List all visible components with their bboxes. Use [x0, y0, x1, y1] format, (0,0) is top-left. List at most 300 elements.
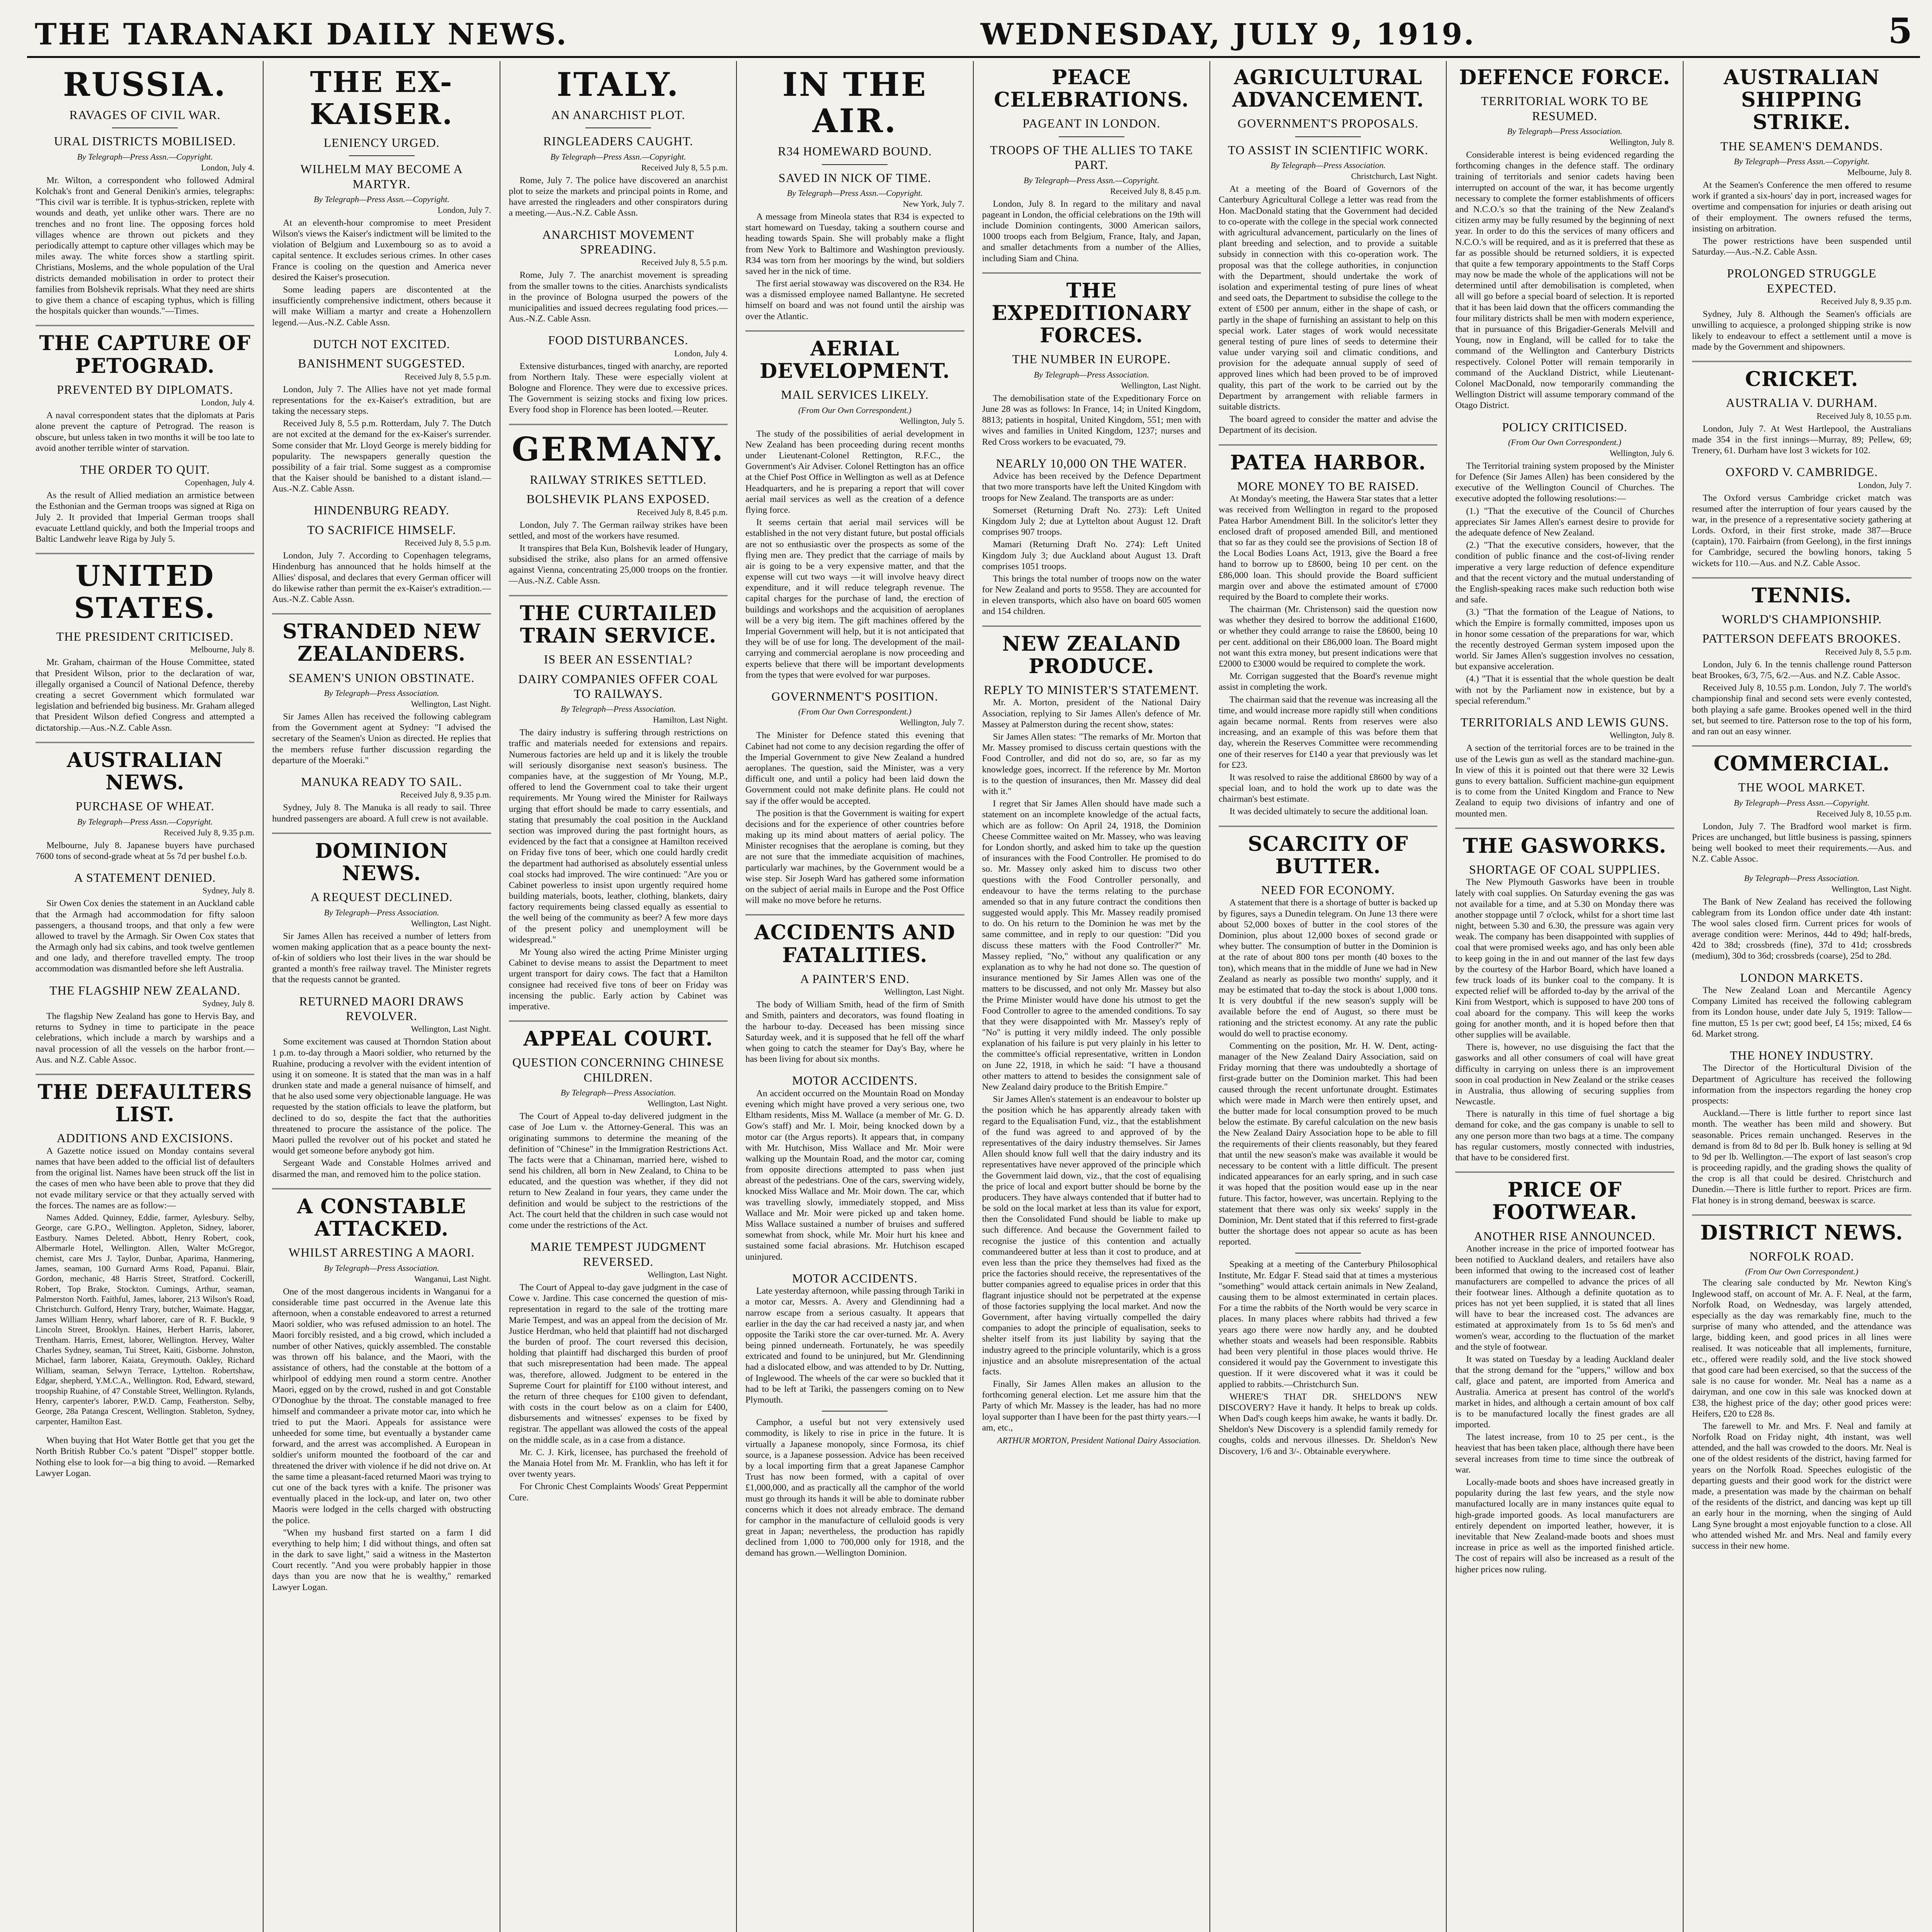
byline: By Telegraph—Press Assn.—Copyright.: [787, 188, 923, 198]
article-italy: [509, 66, 728, 219]
article-dominion-news: [272, 840, 491, 985]
subhead: MANUKA READY TO SAIL.: [301, 774, 462, 789]
subhead: PAGEANT IN LONDON.: [1022, 116, 1161, 131]
article-body: It seems certain that aerial mail services will be established in the not very distant future, but postal officials are not so enthusiastic over the prospects as some of the flying men are. They predict that the carriage of mails by air is going to be a very expensive matter, and that the expense will cut two ways —it will involve heavy direct expenditure, and it will reduce telegraph revenue. The capital charges for the purchase of land, the erection of buildings and workshops and the acquisition of aeroplanes will be a very big item. The gift machines offered by the Imperial Government will help, but it is not anticipated that they will be of use for long. The development of the mail-carrying and commercial aeroplane is now proceeding and experts believe that there will be important developments from the types that were evolved for war purposes.: [745, 517, 964, 680]
article-body: When buying that Hot Water Bottle get that you get the North British Rubber Co.'s patent "Dispel" stopper bottle. Nothing else to look for—a big thing to avoid. —Remarked Lawyer Logan.: [36, 1435, 255, 1478]
article-curtailed-train: [509, 602, 728, 1012]
article-body: Considerable interest is being evidenced regarding the forthcoming changes in the defence staff. The ordinary training of territorials and senior cadets having been interrupted on account of the war, it has become urgently necessary to complete the former establishments of officers and N.C.O.'s so that the training of the New Zealand's citizen army may be fully resumed by the beginning of next year. In order to do this the services of many officers and N.C.O.'s will be required, and as it is preferred that these as far as possible should be returned soldiers, it is expected that quite a few temporary appointments to the Staff Corps may now be made the whole of the applications will not be determined until after demobilisation is completed, when all will go before a special board of selection. It is reported that it has been laid down that the officers commanding the four military districts shall be men with modern experience, that in pursuance of this Brigadier-Generals Melvill and Young, now in England, will be called for to take the command of the Wellington and Canterbury Districts respectively. Colonel Potter will remain temporarily in command of the Auckland District, while Lieutenant-Colonel MacDonald, now temporarily commanding the Wellington District will assume temporary command of the Otago District.: [1455, 150, 1674, 411]
article-body: The clearing sale conducted by Mr. Newton King's Inglewood staff, on account of Mr. A. F. Neal, at the farm, Norfolk Road, on Wednesday, was largely attended, especially as the day was remarkably fine, much to the surprise of many who attended, and the attendance was large, bidding keen, and good prices in all lines were realised. It was noticeable that all implements, furniture, etc., offered were readily sold, and the live stock showed that good care had been exercised, so that the success of the sale is no cause for wonder. Mr. Neal has a name as a dairyman, and one cow in this sale was knocked down at £38, the highest price of the day; other good prices were: Heifers, £20 to £28 8s.: [1692, 1278, 1912, 1419]
article-body: The dairy industry is suffering through restrictions on traffic and materials needed for extensions and repairs. Numerous factories are held up and it is likely the trouble will seriously disorganise next season's business. The companies have, at the suggestion of Mr Young, M.P., offered to lend the Government coal to take their urgent requirements. Mr Young wired the Minister for Railways urging that effort should be made to carry essentials, and stating that presumably the coal position in the Auckland section was improved during the past fortnight hours, as evidenced by the fact that a consignee at Hamilton received on Friday five tons of beer, which one could hardly credit the department had authorised as absolutely essential unless coal stocks had improved. The wire continued: "Are you or Cabinet powerless to insist upon urgently required home building materials, boots, leather, clothing, blankets, dairy factory requirements being classed equally as essential to the well being of the community as beer? A few more days of the present policy and unemployment will be widespread.": [509, 728, 728, 945]
headline: AUSTRALIAN NEWS.: [67, 748, 223, 794]
subhead: WORLD'S CHAMPIONSHIP.: [1721, 612, 1882, 626]
article-body: Received July 8, 5.5 p.m. Rotterdam, July 7. The Dutch are not excited at the demand for the ex-Kaiser's surrender. Some consider that Mr. Lloyd George is merely bidding for popularity. The newspapers generally question the possibility of a fair trial. Some suggest as a compromise that the Kaiser should be banished to a distant island.—Aus.-N.Z. Cable Assn.: [272, 418, 491, 494]
rule: [1295, 136, 1361, 137]
byline: (From Our Own Correspondent.): [1745, 1267, 1859, 1277]
dateline: Sydney, July 8.: [202, 886, 255, 896]
dateline: Melbourne, July 8.: [190, 645, 255, 655]
article-body: The power restrictions have been suspended until Saturday.—Aus.-N.Z. Cable Assn.: [1692, 236, 1912, 257]
article-body: London, July 7. According to Copenhagen telegrams, Hindenburg has announced that he holds himself at the Allies' disposal, and declares that every German officer will do likewise rather than permit the ex-Kaiser's extradition.—Aus.-N.Z. Cable Assn.: [272, 551, 491, 604]
subhead: THE WOOL MARKET.: [1738, 780, 1866, 794]
subhead: URAL DISTRICTS MOBILISED.: [54, 134, 236, 148]
rule: [822, 164, 888, 165]
article-london-markets: [1692, 970, 1912, 1039]
article-body: The New Plymouth Gasworks have been in trouble lately with coal supplies. On Saturday evening the gas was not available for a time, and at 5.30 on Monday there was another stoppage until 7 o'clock, whilst for a short time last night, between 5.30 and 6.30, the pressure was again very weak. The company has been disappointed with supplies of coal that were promised weeks ago, and has only been able to keep going in the in and out manner of the last few days by the courtesy of the Harbor Board, which have loaned a few truck loads of its bunker coal to the company. It is expected relief will be afforded to-day by the arrival of the Kini from Westport, which is supposed to have 200 tons of coal aboard for the company. This will keep the works going for another month, and it is hoped before then that other supplies will be available.: [1455, 877, 1674, 1040]
subhead: A REQUEST DECLINED.: [310, 890, 453, 904]
article-body: Sydney, July 8. Although the Seamen's officials are unwilling to acquiesce, a prolonged shipping strike is now likely to endeavour to effect a settlement until a move is made by the Government and shipowners.: [1692, 309, 1912, 352]
article-body: Commenting on the position, Mr. H. W. Dent, acting-manager of the New Zealand Dairy Association, said on Friday morning that there was undoubtedly a shortage of first-grade butter on the Dominion market. This had been caused through the recent unfortunate drought. Estimates which were made in March were then entirely upset, and the butter made for local consumption proved to be much below the estimate. By careful calculation on the new basis the New Zealand Dairy Association hope to be able to fill the requirements of their clients reasonably, but they feared that until the new season's make was available it would be necessary to be content with a little difficult. The present indicated appearances for an early spring, and in such case it was hoped that the position would ease up in the near future. This factor, however, was uncertain. Replying to the statement that there was only six weeks' supply in the Dominion, Mr. Dent stated that if this referred to first-grade butter the shortage does not appear so acute as has been reported.: [1218, 1041, 1438, 1247]
column-4: [737, 61, 973, 1932]
headline: UNITED STATES.: [74, 560, 216, 625]
subhead: MAIL SERVICES LIKELY.: [781, 388, 929, 402]
dateline: Wanganui, Last Night.: [414, 1274, 491, 1284]
column-6: [1210, 61, 1447, 1932]
byline: By Telegraph—Press Assn.—Copyright.: [1734, 156, 1870, 167]
dateline: London, July 4.: [201, 398, 255, 408]
headline: THE CAPTURE OF PETOGRAD.: [39, 332, 251, 378]
article-body: Advice has been received by the Defence Department that two more transports have left the United Kingdom with troops for New Zealand. The transports are as under:: [982, 471, 1201, 503]
article-body: It was stated on Tuesday by a leading Auckland dealer that the strong demand for the "uppers," willow and box calf, glace and patent, are imported from America and Australia. America at present has control of the world's market in hides, and although a certain amount of box calf is to be manufactured locally the finest grades are all imported.: [1455, 1354, 1674, 1430]
subhead: SEAMEN'S UNION OBSTINATE.: [288, 670, 475, 685]
dateline: London, July 4.: [674, 348, 728, 358]
subhead: RAILWAY STRIKES SETTLED.: [530, 472, 707, 486]
headline: NEW ZEALAND PRODUCE.: [1002, 632, 1181, 678]
headline: AGRICULTURAL ADVANCEMENT.: [1232, 66, 1424, 112]
article-body: Some leading papers are discontented at the insufficiently comprehensive indictment, others because it will make William a martyr and create a Hohenzollern legend.—Aus.-N.Z. Cable Assn.: [272, 285, 491, 328]
article-body: The first aerial stowaway was discovered on the R34. He was a dismissed employee named Ballantyne. He secreted himself on board and was not found until the airship was over the Atlantic.: [745, 279, 964, 321]
dateline: Wellington, Last Night.: [884, 987, 964, 997]
article-body: It was decided ultimately to secure the additional loan.: [1229, 806, 1428, 817]
article-body: One of the most dangerous incidents in Wanganui for a considerable time past occurred in the Avenue late this afternoon, when a constable endeavored to arrest a returned Maori soldier, who was refused admission to an hotel. The Maori forcibly resisted, and a big crowd, which included a number of other Natives, quickly assembled. The constable was thrown off his balance, and the Maori, with the assistance of others, had the constable at the bottom of a whirlpool of eddying men round a storm centre. Another Maori, egged on by the crowd, rushed in and got Constable O'Donoghue by the throat. The constable managed to free himself and commandeer a private motor car, into which he tried to put the Maori. Appeals for assistance were unheeded for some time, but eventually a bystander came forward, and the arrest was accomplished. A European in soldier's uniform mounted the footboard of the car and threatened the driver with violence if he did not drive on. At the same time a pleasant-faced returned Maori was trying to cut one of the back tyres with a knife. The prisoner was eventually placed in the lock-up, and later on, two other Maoris were lodged in the cells charged with obstructing the police.: [272, 1286, 491, 1526]
subhead: THE NUMBER IN EUROPE.: [1012, 352, 1171, 366]
article-body: Sydney, July 8. The Manuka is all ready to sail. Three hundred passengers are aboard. A full crew is not available.: [272, 803, 491, 824]
article-patea-harbor: [1219, 452, 1437, 817]
article-body: Mamari (Returning Draft No. 274): Left United Kingdom July 3; due Auckland about August 13. Draft comprises 1051 troops.: [982, 539, 1201, 571]
subhead: TERRITORIALS AND LEWIS GUNS.: [1460, 715, 1669, 730]
subhead: WHILST ARRESTING A MAORI.: [288, 1245, 475, 1260]
subhead: R34 HOMEWARD BOUND.: [778, 144, 932, 158]
article-body: A message from Mineola states that R34 is expected to start homeward on Tuesday, taking a southern course and heading towards Spain. She will probably make a flight from New York to Baltimore and Washington previously. R34 was torn from her moorings by the wind, but soldiers saved her in the nick of time.: [745, 211, 964, 276]
subhead: ANARCHIST MOVEMENT SPREADING.: [542, 227, 694, 256]
article-body: Sir James Allen states: "The remarks of Mr. Morton that Mr. Massey promised to discuss certain questions with the Food Controller, and did not do so, are, so far as my knowledge goes, incorrect. If the reference by Mr. Morton is to the question of insurances, then Mr. Massey did deal with it.": [982, 732, 1201, 796]
article-body: Sergeant Wade and Constable Holmes arrived and disarmed the man, and removed him to the police station.: [272, 1158, 491, 1179]
subhead: NORFOLK ROAD.: [1749, 1249, 1854, 1264]
byline: By Telegraph—Press Assn.—Copyright.: [77, 816, 213, 827]
article-body: At Monday's meeting, the Hawera Star states that a letter was received from Wellington in regard to the proposed Patea Harbor Amendment Bill. In the solicitor's letter they enclosed draft of proposed amended Bill, and mentioned that so far as they could see the provisions of Section 18 of the Local Bodies Loans Act, 1913, give the Board a free hand to borrow up to £8600, being 10 per cent. on the £86,000 loan. This should provide the Board sufficient margin over and above the estimated amount of £7000 required by the Board to complete their works.: [1218, 494, 1438, 602]
article-in-the-air: [745, 66, 964, 322]
dateline: Christchurch, Last Night.: [1351, 171, 1438, 181]
article-honey-industry: [1692, 1048, 1912, 1206]
article-body: The Court of Appeal to-day gave judgment in the case of Cowe v. Jardine. This case concerned the question of mis-representation in regard to the sale of the trotting mare Marie Tempest, and was an appeal from the decision of Mr. Justice Herdman, who held that plaintiff had not discharged the burden of proof. The court reversed this decision, holding that plaintiff had discharged this burden of proof that such misrepresentation had been made. The appeal was, therefore, allowed. Judgment to be entered in the Supreme Court for plaintiff for £100 without interest, and the return of three cheques for £100 given to defendant, with costs in the court below as on a claim for £400, disbursements and witnesses' expenses to be fixed by registrar. The appellant was allowed the costs of the appeal on the middle scale, as in a case from a distance.: [509, 1282, 728, 1445]
headline: THE DEFAULTERS LIST.: [37, 1080, 252, 1127]
article-manuka: [272, 774, 491, 824]
article-body: Mr. C. J. Kirk, licensee, has purchased the freehold of the Manaia Hotel from Mr. M. Franklin, who has left it for over twenty years.: [509, 1447, 728, 1480]
headline: STRANDED NEW ZEALANDERS.: [282, 620, 481, 666]
article-body: Late yesterday afternoon, while passing through Tariki in a motor car, Messrs. A. Avery and Glendinning had a narrow escape from a serious casualty. It appears that earlier in the day the car had received a nasty jar, and when opposite the Tariki store the car over-turned. Mr. A. Avery being pinned underneath. Fortunately, he was speedily extricated and found to be uninjured, but Mr. Glendinning had a dislocated elbow, and was attended to by Dr. Nutting, of Inglewood. The wheels of the car were so buckled that it had to be left at Tariki, the passengers coming on to New Plymouth.: [745, 1286, 964, 1405]
byline: By Telegraph—Press Association.: [1744, 873, 1859, 883]
article-body: It was resolved to raise the additional £8600 by way of a special loan, and to hold the work up to date was the chairman's best estimate.: [1218, 772, 1438, 804]
subhead: BOLSHEVIK PLANS EXPOSED.: [526, 492, 710, 506]
article-maori-revolver: [272, 994, 491, 1180]
article-body: Finally, Sir James Allen makes an allusion to the forthcoming general election. Let me assure him that the Party of which Mr. Massey is the leader, has had no more loyal supporter than I have been for the past thirty years.—I am, etc.,: [982, 1379, 1201, 1433]
dateline: Wellington, July 7.: [900, 718, 964, 728]
dateline: London, July 7.: [437, 205, 491, 215]
article-hindenburg: [272, 503, 491, 605]
headline: CRICKET.: [1745, 367, 1859, 391]
column-7: [1447, 61, 1683, 1932]
article-body: There is, however, no use disguising the fact that the gasworks and all other consumers of coal will have great difficulty in carrying on unless there is an improvement soon in coal production in New Zealand or the strike ceases in Australia, thus allowing of securing supplies from Newcastle.: [1455, 1042, 1674, 1107]
subhead: THE SEAMEN'S DEMANDS.: [1720, 139, 1883, 153]
article-food-disturbances: [509, 333, 728, 415]
article-body: (2.) "That the executive considers, however, that the condition of public finance and the cost-of-living render imperative a very large reduction of defence expenditure and that the recent victory and the mutual understanding of the English-speaking races make such reduction both wise and safe.: [1455, 540, 1674, 605]
column-1: [27, 61, 264, 1932]
subhead: MORE MONEY TO BE RAISED.: [1237, 479, 1419, 493]
dateline: Melbourne, July 8.: [1847, 167, 1912, 177]
article-body: "When my husband first started on a farm I did everything to help him; I did without things, and often sat in the dark to save light," said a witness in the Masterton Court recently. "And you were probably happier in those days than you are now that he is wealthy," remarked Lawyer Logan.: [272, 1527, 491, 1592]
headline: PEACE CELEBRATIONS.: [994, 66, 1189, 112]
article-body: An accident occurred on the Mountain Road on Monday evening which might have proved a very serious one, two Eltham residents, Miss M. Wallace (a member of Mr. G. D. Gow's staff) and Mr. I. Moir, being knocked down by a motor car (the Argus reports). It appears that, in company with Mr. Hutchison, Miss Wallace and Mr. Moir were walking up the Mountain Road, and the motor car, coming from opposite directions attempted to pass when just abreast of the pedestrians. One of the cars, swerving widely, knocked Miss Wallace and Mr. Moir down. The car, which was travelling slowly, immediately stopped, and Miss Wallace and Mr. Moir were picked up and taken home. Miss Wallace sustained a number of bruises and suffered somewhat from shock, while Mr. Moir hurt his knee and sustained some facial abrasions. Mr. Hutchison escaped uninjured.: [745, 1088, 964, 1262]
article-body: Melbourne, July 8. Japanese buyers have purchased 7600 tons of second-grade wheat at 5s 7d per bushel f.o.b.: [36, 840, 255, 861]
subhead: SHORTAGE OF COAL SUPPLIES.: [1469, 862, 1660, 876]
article-body: At the Seamen's Conference the men offered to resume work if granted a six-hours' day in port, increased wages for overtime and compensation for injuries or death arising out of their employment. The owners refused the terms, insisting on arbitration.: [1692, 180, 1912, 234]
headline: DOMINION NEWS.: [315, 839, 449, 885]
article-body: Mr. Wilton, a correspondent who followed Admiral Kolchak's front and General Denikin's armies, telegraphs: "This civil war is terrible. It is typhus-stricken, replete with wounds and death, yet unlike other wars. There are no trenches and no front line. The opposing forces hold villages whence are thrown out pickets and they periodically attempt to capture other villages which may be miles away. The white forces show a startling spirit. Christians, Moslems, and the whole population of the Ural districts demanded mobilisation in order to protect their families from Bolshevik reprisals. What they need are shirts to give them a chance of escaping typhus, which is filling the hospitals quicker than wounds."—Times.: [36, 175, 255, 316]
article-tennis: [1692, 585, 1912, 737]
subhead: QUESTION CONCERNING CHINESE CHILDREN.: [512, 1055, 724, 1084]
article-commercial: [1692, 753, 1912, 864]
byline: (From Our Own Correspondent.): [1508, 437, 1621, 447]
article-body: Sir James Allen has received a number of letters from women making application that as a peace bounty the next-of-kin of soldiers who lost their lives in the war should be granted a month's free railway travel. The Minister regrets that the requests cannot be granted.: [272, 931, 491, 985]
article-body: Extensive disturbances, tinged with anarchy, are reported from Northern Italy. These were especially violent at Bologne and Florence. They were due to excessive prices. The Government is seizing stocks and fixing low prices. Every food shop in Florence has been looted.—Reuter.: [509, 361, 728, 415]
masthead: [27, 10, 1920, 58]
subhead: THE HONEY INDUSTRY.: [1730, 1048, 1874, 1062]
article-body: The Minister for Defence stated this evening that Cabinet had not come to any decision regarding the offer of the Imperial Government to give New Zealand a hundred aeroplanes. The question, said the Minister, was a very difficult one, and until a policy had been laid down the Government could not make definite plans. He could not say if the offer would be accepted.: [745, 730, 964, 806]
article-body: The chairman (Mr. Christenson) said the question now was whether they desired to borrow the additional £1600, or whether they could arrange to raise the £8600, being 10 per cent. additional on their £86,000 loan. The Board might not want this extra money, but present indications were that £2000 to £3000 would be required to complete the work.: [1218, 604, 1438, 669]
newspaper-title: THE TARANAKI DAILY NEWS.: [35, 17, 568, 51]
subhead: GOVERNMENT'S POSITION.: [771, 689, 938, 703]
separator: [1692, 577, 1912, 578]
subhead: ANOTHER RISE ANNOUNCED.: [1474, 1229, 1656, 1243]
article-oxford-cambridge: [1692, 464, 1912, 569]
subhead: LONDON MARKETS.: [1740, 970, 1864, 985]
subhead: AUSTRALIA V. DURHAM.: [1726, 396, 1878, 410]
headline: ACCIDENTS AND FATALITIES.: [754, 921, 956, 967]
article-body: Sir James Allen has received the following cablegram from the Government agent at Sydney: "I advised the secretary of the Seamen's Union as directed. He replies that the members refuse further discussion regarding the departure of the Moeraki.": [272, 712, 491, 765]
article-australian-news: [36, 749, 254, 862]
article-scarcity-of-butter: [1219, 833, 1437, 1457]
subhead: TERRITORIAL WORK TO BE RESUMED.: [1481, 94, 1649, 123]
article-body: A statement that there is a shortage of butter is backed up by figures, says a Dunedin telegram. On June 13 there were about 52,000 boxes of butter in the cool stores of the Dominion, plus about 12,000 boxes of second grade or whey butter. The consumption of butter in the Dominion is at the rate of about 800 tons per month (40 boxes to the ton), which means that in the middle of June we had in New Zealand as nearly as possible two months' supply, and it may be estimated that to-day the stock is about 1,000 tons. It is very doubtful if the new season's supply will be available before the end of August, so there must be rationing and the strictest economy. At any rate the public would do well to practise economy.: [1218, 898, 1438, 1039]
article-policy-criticised: [1455, 420, 1674, 707]
headline: DISTRICT NEWS.: [1700, 1221, 1903, 1245]
headline: GERMANY.: [512, 430, 725, 468]
subhead: THE PRESIDENT CRITICISED.: [56, 629, 234, 643]
dateline: Wellington, Last Night.: [647, 1270, 728, 1280]
article-agricultural-advancement: [1219, 66, 1437, 436]
separator: [745, 330, 964, 332]
separator: [1692, 745, 1912, 747]
article-body: Mr. Graham, chairman of the House Committee, stated that President Wilson, prior to the declaration of war, illegally organised a Council of National Defence, thereby creating a secret Government which formulated war legislation and befriended big business. Mr. Graham alleged that President Wilson defied Congress and attempted a dictatorship.—Aus.-N.Z. Cable Assn.: [36, 657, 255, 733]
headline: RUSSIA.: [63, 65, 227, 104]
article-stranded-nzers: [272, 621, 491, 766]
article-body: Rome, July 7. The anarchist movement is spreading from the smaller towns to the cities. Anarchists syndicalists in the province of Bologna usurped the powers of the municipalities and issued decrees regulating food prices.—Aus.-N.Z. Cable Assn.: [509, 270, 728, 324]
dateline: Wellington, July 8.: [1609, 730, 1674, 740]
article-ex-kaiser: [272, 66, 491, 328]
article-aerial-development: [745, 338, 964, 680]
dateline: Wellington, July 5.: [900, 416, 964, 426]
article-petrograd: [36, 332, 254, 454]
article-body: Sir Owen Cox denies the statement in an Auckland cable that the Armagh had accommodation for fifty saloon passengers, a thousand troops, and that only a few were allowed to travel by the Armagh. Sir Owen Cox states that the Armagh only had six cabins, and took twelve gentlemen and one lady, and therefore travelled empty. The troop accommodation was dismantled before she left Australia.: [36, 898, 255, 974]
headline: THE CURTAILED TRAIN SERVICE.: [520, 601, 717, 648]
article-motor-accidents-2: [745, 1271, 964, 1559]
subhead: RINGLEADERS CAUGHT.: [543, 134, 694, 148]
article-body: The body of William Smith, head of the firm of Smith and Smith, painters and decorators, was found floating in the harbour to-day. Deceased has been missing since Saturday week, and it is supposed that he fell off the wharf when going to catch the steamer for Day's Bay, where he has been living for about six months.: [745, 1000, 964, 1065]
article-motor-accidents-1: [745, 1073, 964, 1262]
dateline: Received July 8, 5.5 p.m.: [405, 538, 491, 548]
issue-date: WEDNESDAY, JULY 9, 1919.: [980, 17, 1476, 51]
separator: [509, 1020, 728, 1022]
article-russia: [36, 66, 254, 316]
article-body: For Chronic Chest Complaints Woods' Great Peppermint Cure.: [509, 1481, 728, 1503]
article-body: There is naturally in this time of fuel shortage a big demand for coke, and the gas company is unable to sell to any one person more than two bags at a time. The company has regular customers, mostly connected with industries, that have to be considered first.: [1455, 1109, 1674, 1163]
separator: [1692, 361, 1912, 362]
article-body: The Territorial training system proposed by the Minister for Defence (Sir James Allen) has been considered by the executive of the Wellington Council of Churches. The executive adopted the following resolutions:—: [1455, 461, 1674, 504]
article-body: Mr. Corrigan suggested that the Board's revenue might assist in completing the work.: [1218, 671, 1438, 692]
article-flagship: [36, 983, 254, 1065]
dateline: Wellington, Last Night.: [411, 1024, 491, 1034]
dateline: New York, July 7.: [903, 199, 964, 209]
article-accidents: [745, 922, 964, 1065]
article-united-states: [36, 560, 254, 733]
article-statement-denied: [36, 870, 254, 975]
article-body: The latest increase, from 10 to 25 per cent., is the heaviest that has been taken place, although there have been several increases from time to time since the outbreak of war.: [1455, 1432, 1674, 1475]
headline: AERIAL DEVELOPMENT.: [760, 337, 950, 383]
article-body: The study of the possibilities of aerial development in New Zealand has been proceeding during recent months under Lieutenant-Colonel Rettington, R.F.C., the Government's Air Adviser. Colonel Rettington has an office at the Chief Post Office in Wellington as well as at Defence Headquarters, and he is preparing a report that will cover aerial mail services as well as the creation of a defence flying force.: [745, 429, 964, 515]
article-body: Rome, July 7. The police have discovered an anarchist plot to seize the markets and principal points in Rome, and have arrested the ringleaders and other conspirators during a meeting.—Aus.-N.Z. Cable Assn.: [509, 175, 728, 218]
subhead: NEED FOR ECONOMY.: [1261, 883, 1395, 897]
article-body: Speaking at a meeting of the Canterbury Philosophical Institute, Mr. Edgar F. Stead said that at times a mysterious "something" would attack certain animals in New Zealand, causing them to be almost exterminated in certain places. For a time the rabbits of the North would be very scarce in places. In many places where rabbits had thrived a few years ago there were now hardly any, and he doubted whether stoats and weasels had been responsible. Rabbits had been very plentiful in those places would thrive. He considered it would pay the Government to investigate this question. If it were discovered what it was it could be applied to rabbits.—Christchurch Sun.: [1218, 1259, 1438, 1389]
separator: [272, 1188, 491, 1189]
headline: THE EXPEDITIONARY FORCES.: [992, 279, 1191, 348]
headline: ITALY.: [556, 65, 680, 104]
article-body: The chairman said that the revenue was increasing all the time, and would increase more rapidly still when conditions again became normal. Rents from reserves were also increasing, and an example of this was before them that day, wherein the Reserves Committee were recommending one of their reserves for £140 a year that previously was let for £23.: [1218, 694, 1438, 770]
dateline: London, July 7.: [1858, 480, 1912, 490]
article-anarchist-movement: [509, 227, 728, 325]
article-shipping-strike: [1692, 66, 1912, 257]
dateline: London, July 4.: [201, 162, 255, 172]
subhead: SAVED IN NICK OF TIME.: [778, 170, 931, 185]
subhead: MARIE TEMPEST JUDGMENT REVERSED.: [530, 1240, 706, 1269]
subhead: RAVAGES OF CIVIL WAR.: [69, 108, 221, 122]
byline: By Telegraph—Press Association.: [560, 704, 676, 714]
subhead: REPLY TO MINISTER'S STATEMENT.: [984, 683, 1199, 697]
dateline: Wellington, Last Night.: [647, 1099, 728, 1109]
dateline: Wellington, Last Night.: [1831, 884, 1912, 894]
separator: [272, 613, 491, 614]
column-3: [500, 61, 737, 1932]
rule: [1059, 136, 1124, 137]
article-body: A naval correspondent states that the diplomats at Paris alone prevent the capture of Petrograd. The reason is obscure, but unless taken in two months it will be too late to avoid another terrible winter of starvation.: [36, 410, 255, 453]
page-number: 5: [1888, 10, 1912, 51]
article-body: Another increase in the price of imported footwear has been notified to Auckland dealers, and retailers have also been informed that owing to the increased cost of leather manufacturers are compelled to advance the prices of all their footwear lines. Although a definite quotation as to prices has not yet been supplied, it is stated that all lines will have to bear the increased cost. The advances are estimated at approximately from 1s to 5s 6d men's and women's wear, according to the fluctuation of the market and the style of footwear.: [1455, 1244, 1674, 1352]
headline: THE EX-KAISER.: [310, 66, 454, 131]
separator: [36, 553, 254, 554]
separator: [36, 742, 254, 743]
dateline: Received July 8, 9.35 p.m.: [1821, 296, 1912, 306]
headline: APPEAL COURT.: [523, 1027, 713, 1051]
article-body: I regret that Sir James Allen should have made such a statement on an incomplete knowledge of the actual facts, which are as follow: On April 24, 1918, the Dominion Cheese Committee waited on Mr. Massey, who was leaving for London shortly, and asked him to take up the question of insurances with the Food Controller. He promised to do so. Mr. Massey only asked him to discuss two other questions with the Food Controller personally, and endeavour to have the terms relating to the purchase amended so that in any future contract the conditions then suggested would apply. This Mr. Massey readily promised to do. On his return to the Dominion he was met by the same committee, and in reply to our question: "Did you discuss these matters with the Food Controller?" Mr. Massey replied, "No," without any qualification or any explanation as to why he had not done so. The question of insurance mentioned by Sir James Allen was one of the matters to be discussed, and not only Mr. Massey but also the Prime Minister would have done his utmost to get the Food Controller to agree to the amended conditions. To say that they were disappointed with Mr. Massey's reply of "No" is putting it very mildly indeed. The only possible explanation of his failure is put very plainly in his letter to the committee's official representative, written in London on June 22, 1918, in which he said: "I have a thousand other matters to attend to besides the consignment sale of New Zealand dairy produce to the British Empire.": [982, 799, 1201, 1092]
article-on-the-water: [982, 456, 1201, 617]
subhead: POLICY CRITICISED.: [1502, 420, 1628, 434]
subhead: DUTCH NOT EXCITED.: [313, 337, 450, 351]
separator: [1455, 1172, 1674, 1173]
article-body: A section of the territorial forces are to be trained in the use of the Lewis gun as well as the standard machine-gun. In view of this it is pointed out that there were 32 Lewis guns to every battalion. Sufficient machine-gun equipment is to come from the United Kingdom and France to New Zealand to equip two divisions of infantry and one of mounted men.: [1455, 743, 1674, 819]
columns: [27, 61, 1920, 1932]
byline: By Telegraph—Press Assn.—Copyright.: [313, 194, 450, 204]
headline: COMMERCIAL.: [1713, 752, 1890, 776]
article-nz-produce: [982, 633, 1201, 1446]
dateline: Wellington, Last Night.: [1121, 380, 1201, 390]
article-body: The flagship New Zealand has gone to Hervis Bay, and returns to Sydney in time to participate in the peace celebrations, which include a march by warships and a naval procession of all the vessels on the harbor front.—Aus. and N.Z. Cable Assoc.: [36, 1011, 255, 1065]
column-5: [974, 61, 1210, 1932]
dateline: Wellington, July 8.: [1609, 137, 1674, 147]
article-body: A Gazette notice issued on Monday contains several names that have been added to the official list of defaulters from the original list. Names have been struck off the list in the cases of men who have been able to prove that they did not evade military service or that they actually served with the forces. The names are as follow:—: [36, 1146, 255, 1211]
article-body: Somerset (Returning Draft No. 273): Left United Kingdom July 2; due at Lyttelton about August 12. Draft comprises 907 troops.: [982, 505, 1201, 537]
defaulters-names: Names Added. Quinney, Eddie, farmer, Aylesbury. Selby, George, care G.P.O., Wellington. Appleton, Sidney, laborer, Eastbury. Names Deleted. Abbott, Henry Robert, cook, Albermarle Hotel, Wellington. Allen, Walter McGregor, chemist, care Mrs J. Taylor, Dunbar, Aparima, Hanmering, James, seaman, 100 Gurnard Arms Road, Papanui. Blair, Gordon, mechanic, 48 Harris Street, Stratford. Cockerill, Robert, Top Brake, Stockton. Cumings, Arthur, seaman, Palmerston North. Faithful, James, laborer, 213 Wilson's Road, Christchurch. Gulford, Henry Trary, butcher, Waimate. Haggar, James William Henry, wharf laborer, care of R. F. Buckle, 9 Lincoln Street, Brooklyn. Haines, Herbert Harris, laborer, Trentham. Harris, Ernest, laborer, Wellington. Hervey, Walter Charles Sydney, seaman, Tui Street, Kaiti, Gisborne. Johnston, Michael, farm laborer, Kaiata, Greymouth. Oakley, Richard William, seaman, Selwyn Terrace, Lyttelton. Robertshaw, Edgar, shepherd, Y.M.C.A., Wellington. Rod, Edward, steward, troopship Ruahine, of 47 Constable Street, Wellington. Rylands, Henry, carpenter's laborer, P.W.D. Camp, Featherston. Selby, George, 28a Patanga Crescent, Wellington. Stableton, Sydney, carpenter, Hamilton East.: [36, 1212, 255, 1426]
article-lewis-guns: [1455, 715, 1674, 819]
subhead: IS BEER AN ESSENTIAL?: [544, 652, 693, 667]
subhead: THE FLAGSHIP NEW ZEALAND.: [49, 983, 241, 997]
article-body: The Court of Appeal to-day delivered judgment in the case of Joe Lum v. the Attorney-General. This was an originating summons to determine the meaning of the definition of "Chinese" in the Immigration Restrictions Act. The facts were that a Chinaman, married here, wished to send his children, all born in New Zealand, to China to be educated, and the question was whether, if they did not return to New Zealand in four years, they came under the definition and would be subject to the restrictions of the Act. The court held that the children in such case would not come under the restrictions of the Act.: [509, 1111, 728, 1231]
separator: [982, 272, 1201, 274]
subhead: NEARLY 10,000 ON THE WATER.: [996, 456, 1187, 470]
article-wool-cable: [1692, 873, 1912, 962]
article-body: It transpires that Bela Kun, Bolshevik leader of Hungary, subsidised the strike, also plans for an armed offensive against Vienna, concentrating 25,000 troops on the frontier.—Aus.-N.Z. Cable Assn.: [509, 543, 728, 586]
article-body: The Bank of New Zealand has received the following cablegram from its London office under date 4th instant: The wool sales closed firm. Current prices for wools of average condition were: Merinos, 44d to 49d; half-breds, 42d to 38d; crossbreds (fine), 37d to 41d; crossbreds (medium), 30d to 36d; crossbreds (coarse), 25d to 28d.: [1692, 896, 1912, 961]
article-body: (1.) "That the executive of the Council of Churches appreciates Sir James Allen's earnest desire to provide for the adequate defence of New Zealand.: [1455, 506, 1674, 538]
article-body: Mr Young also wired the acting Prime Minister urging Cabinet to devise means to assist the Department to meet urgent transport for dairy cows. The fact that a Hamilton consignee had received five tons of beer on Friday was incensing the public. Early action by Cabinet was imperative.: [509, 947, 728, 1012]
article-body: London, July 7. At West Hartlepool, the Australians made 354 in the first innings—Murray, 89; Pellew, 69; Trenery, 61. Durham have lost 3 wickets for 102.: [1692, 423, 1912, 456]
article-body: The farewell to Mr. and Mrs. F. Neal and family at Norfolk Road on Friday night, 4th instant, was well attended, and the hall was crowded to the doors. Mr. Neal is one of the oldest residents of the district, having farmed for years on the Norfolk Road. Speeches eulogistic of the departing guests and their good work for the district were made, a presentation was made by the chairman on behalf of the residents of the district, and dancing was kept up till an early hour in the morning, when the singing of Auld Lang Syne brought a most enjoyable function to a close. All who attended wished Mr. and Mrs. Neal and family every success in their new home.: [1692, 1421, 1912, 1551]
byline: (From Our Own Correspondent.): [798, 405, 912, 415]
subhead: WILHELM MAY BECOME A MARTYR.: [300, 162, 463, 191]
article-expeditionary-forces: [982, 280, 1201, 447]
subhead: RETURNED MAORI DRAWS REVOLVER.: [299, 994, 464, 1023]
article-body: London, July 7. The Allies have not yet made formal representations for the ex-Kaiser's extradition, but are taking the necessary steps.: [272, 384, 491, 416]
dateline: Received July 8, 5.5 p.m.: [1825, 646, 1912, 656]
byline: By Telegraph—Press Association.: [1270, 160, 1386, 170]
article-defence-force: [1455, 66, 1674, 411]
article-body: Some excitement was caused at Thorndon Station about 1 p.m. to-day through a Maori soldier, who returned by the Ruahine, producing a revolver with the evident intention of using it on someone. It is stated that the man was in a half drunken state and made a general nuisance of himself, and that he also used some very objectionable language. He was requested by the station officials to leave the platform, but declined to do so, despite the fact that the authorities threatened to procure the assistance of the police. The Maori pulled the revolver out of his pocket and stated he would get someone before anybody got him.: [272, 1037, 491, 1156]
article-prolonged-struggle: [1692, 266, 1912, 352]
subhead: PURCHASE OF WHEAT.: [75, 799, 214, 813]
column-2: [264, 61, 500, 1932]
subhead: GOVERNMENT'S PROPOSALS.: [1238, 116, 1419, 131]
subhead: A PAINTER'S END.: [800, 971, 910, 986]
dateline: Received July 8, 10.55 p.m.: [1816, 808, 1912, 818]
subhead: PROLONGED STRUGGLE EXPECTED.: [1727, 266, 1877, 295]
dateline: Wellington, July 6.: [1609, 448, 1674, 458]
dateline: Received July 8, 10.55 p.m.: [1816, 411, 1912, 421]
article-body: (4.) "That it is essential that the whole question be dealt with not by the Parliament now in existence, but by a special referendum.": [1455, 674, 1674, 706]
dateline: Received July 8, 8.45 p.m.: [637, 507, 728, 517]
separator: [509, 424, 728, 425]
subhead: OXFORD V. CAMBRIDGE.: [1725, 465, 1878, 479]
article-body: Camphor, a useful but not very extensively used commodity, is likely to rise in price in the future. It is virtually a Japanese monopoly, since Formosa, its chief source, is a Japanese possession. Advice has been received by a local importing firm that a great Japanese Camphor Trust has now been formed, with a capital of over £1,000,000, and as practically all the camphor of the world must go through its hands it will be able to dominate rubber concerns which it does not already embrace. The demand for camphor in the manufacture of celluloid goods is very great in Japan; nevertheless, the production has rapidly declined from 1,000 to 700,000 only for 1918, and the demand has grown.—Wellington Dominion.: [745, 1417, 964, 1558]
article-defaulters-list: [36, 1081, 254, 1427]
article-body: As the result of Allied mediation an armistice between the Esthonian and the German troops was signed at Riga on July 2. It provided that Imperial German troops shall evacuate Lettland quickly, and both the Imperial troops and Baltic Landwehr leave Riga by July 5.: [36, 490, 255, 544]
headline: A CONSTABLE ATTACKED.: [297, 1194, 466, 1241]
separator: [36, 325, 254, 326]
byline: By Telegraph—Press Association.: [324, 907, 439, 917]
separator: [982, 626, 1201, 627]
dateline: Wellington, Last Night.: [411, 918, 491, 928]
article-body: The New Zealand Loan and Mercantile Agency Company Limited has received the following cablegram from its London house, under date July 5, 1919: Tallow—fine mutton, £5 1s per cwt; good beef, £4 15s; mixed, £4 6s 6d. Market strong.: [1692, 985, 1912, 1039]
subhead: TO ASSIST IN SCIENTIFIC WORK.: [1228, 143, 1429, 157]
headline: THE GASWORKS.: [1463, 834, 1667, 858]
headline: DEFENCE FORCE.: [1459, 66, 1670, 89]
article-price-of-footwear: [1455, 1179, 1674, 1575]
subhead: THE ORDER TO QUIT.: [80, 462, 210, 476]
separator: [36, 1074, 254, 1075]
article-body: (3.) "That the formation of the League of Nations, to which the Empire is formally committed, imposes upon us in honor some cessation of the preparations for war, which the recently destroyed German system imposed upon the world. Sir James Allen's suggestion involves no cessation, but expansive acceleration.: [1455, 607, 1674, 672]
article-governments-position: [745, 689, 964, 906]
article-body: London, July 7. The German railway strikes have been settled, and most of the workers have resumed.: [509, 520, 728, 541]
headline: SCARCITY OF BUTTER.: [1248, 832, 1408, 878]
byline: By Telegraph—Press Assn.—Copyright.: [1734, 798, 1870, 808]
separator: [1692, 1214, 1912, 1216]
byline: By Telegraph—Press Association.: [1507, 126, 1622, 136]
rule: [822, 1411, 888, 1412]
article-body: At an eleventh-hour compromise to meet President Wilson's views the Kaiser's indictment will be limited to the violation of Belgium and Luxembourg so as to avoid a capital sentence. It excludes serious crimes. In other cases France is cooling on the question and America never desired the Kaiser's prosecution.: [272, 218, 491, 282]
subhead: AN ANARCHIST PLOT.: [551, 108, 685, 122]
dateline: Wellington, Last Night.: [411, 699, 491, 709]
article-body: The board agreed to consider the matter and advise the Department of its decision.: [1218, 414, 1438, 435]
article-cricket: [1692, 368, 1912, 456]
article-gasworks: [1455, 835, 1674, 1163]
article-body: Mr. A. Morton, president of the National Dairy Association, replying to Sir James Allen's defence of Mr. Massey at Palmerston during the recent show, states:: [982, 697, 1201, 730]
column-8: [1684, 61, 1920, 1932]
subhead: TO SACRIFICE HIMSELF.: [307, 522, 456, 537]
article-constable-attacked: [272, 1196, 491, 1593]
byline: By Telegraph—Press Association.: [324, 688, 439, 698]
signoff: ARTHUR MORTON, President National Dairy Association.: [997, 1435, 1201, 1446]
headline: PATEA HARBOR.: [1230, 451, 1426, 474]
article-body: Received July 8, 10.55 p.m. London, July 7. The world's championship final and second sets were evenly contested, both playing a safe game. Brookes opened well in the third set, but seemed to tire. Patterson rose to the top of his form, and ran out an easy winner.: [1692, 683, 1912, 736]
rule: [349, 155, 415, 156]
article-body: Sir James Allen's statement is an endeavour to bolster up the position which he has apparently already taken with regard to the Equalisation Fund, viz., that the establishment of the fund was agreed to and approved of by the representatives of the dairy industry themselves. Sir James Allen should know full well that the dairy industry and its representatives have never approved of the principle which the Government laid down, viz., that the cost of equalising the price of local and export butter should be borne by the producers. They have always contended that if butter had to be sold on the local market at less than its value for export, then the Consolidated Fund should be liable to make up such difference. And because the Government failed to recognise the justice of this contention and actually commandeered butter at less than it cost to produce, and at even less than the price they themselves had fixed as the price the factories should receive, the representatives of the butter companies agreed to equalise prices in order that this flagrant injustice should not be perpetrated at the expense of those factories supplying the local market. And now the Government, after having virtually compelled the dairy companies to adopt the principle of equalisation, seeks to shelter itself from its just liability by saying that the industry agreed to the principle voluntarily, which is a gross injustice and an absolute misrepresentation of the actual facts.: [982, 1094, 1201, 1377]
article-body: London, July 6. In the tennis challenge round Patterson beat Brookes, 6/3, 7/5, 6/2.—Aus. and N.Z. Cable Assoc.: [1692, 659, 1912, 681]
byline: By Telegraph—Press Assn.—Copyright.: [1024, 175, 1160, 185]
dateline: Hamilton, Last Night.: [653, 715, 728, 725]
article-body: The Director of the Horticultural Division of the Department of Agriculture has received the following information from the inspectors regarding the honey crop prospects:: [1692, 1063, 1912, 1106]
article-marie-tempest: [509, 1239, 728, 1503]
subhead: A STATEMENT DENIED.: [74, 870, 216, 884]
subhead: DAIRY COMPANIES OFFER COAL TO RAILWAYS.: [518, 672, 718, 701]
subhead: MOTOR ACCIDENTS.: [792, 1271, 918, 1285]
separator: [272, 833, 491, 834]
separator: [745, 914, 964, 915]
separator: [1455, 828, 1674, 829]
dateline: Copenhagen, July 4.: [185, 478, 255, 488]
article-body: The Oxford versus Cambridge cricket match was resumed after the interruption of four years caused by the war, in the presence of a representative society gathering at Lords. Oxford, in their first stroke, made 387—Bruce (captain), 170. Fairbairn (from Geelong), in the first innings for Cambridge, secured the bowling honors, taking 5 wickets for 110.—Aus. and N.Z. Cable Assoc.: [1692, 493, 1912, 568]
article-body: Auckland.—There is little further to report since last month. The weather has been mild and showery. But seasonable. Prices remain unchanged. Reserves in the demand is from 8d to 8d per lb. Bulk honey is selling at 9d to 9d per lb. Wellington.—The export of last season's crop is proceeding rapidly, and the grading shows the quality of the crop is all that could be desired. Christchurch and Dunedin.—There is little further to report. Prices are firm. Flat honey is in strong demand, beeswax is scarce.: [1692, 1108, 1912, 1206]
article-body: Locally-made boots and shoes have increased greatly in popularity during the last few years, and the style now manufactured locally are in many instances quite equal to high-grade imported goods. As local manufacturers are entirely dependent on imported leather, however, it is inevitable that New Zealand-made boots and shoes must increase in price as well as the imported finished article. The cost of repairs will also be increased as a result of the higher prices now ruling.: [1455, 1477, 1674, 1575]
separator: [1219, 826, 1437, 827]
subhead: PREVENTED BY DIPLOMATS.: [56, 382, 233, 396]
dateline: Received July 8, 9.35 p.m.: [163, 827, 255, 837]
byline: By Telegraph—Press Assn.—Copyright.: [77, 151, 213, 162]
dateline: Received July 8, 8.45 p.m.: [1110, 186, 1201, 196]
